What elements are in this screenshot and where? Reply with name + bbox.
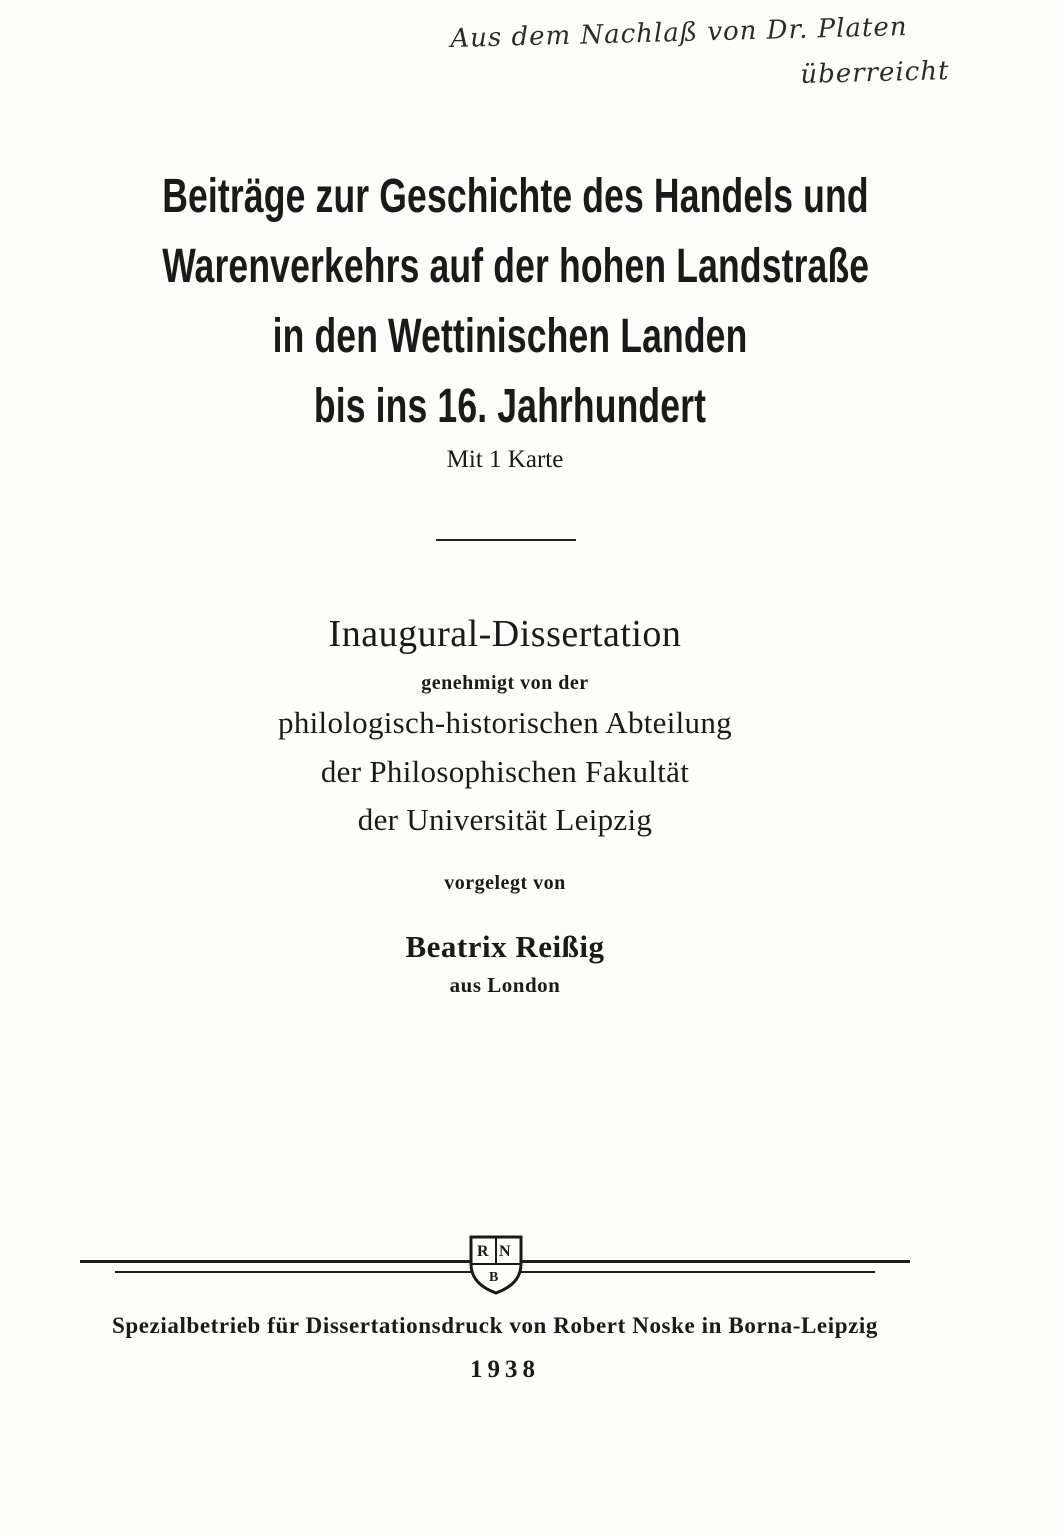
faculty-line-3: der Universität Leipzig (357, 802, 653, 837)
logo-letter-n: N (499, 1243, 511, 1260)
printer-info: Spezialbetrieb für Dissertationsdruck von Robert Noske in Borna-Leipzig (111, 1313, 879, 1338)
title-line-2: Warenverkehrs auf der hohen Landstraße (162, 240, 870, 293)
title-line-4: bis ins 16. Jahrhundert (313, 380, 707, 433)
title-line-3: in den Wettinischen Landen (272, 310, 748, 363)
author-origin: aus London (449, 973, 561, 997)
publication-year: 1938 (470, 1356, 540, 1383)
divider (436, 539, 576, 541)
presented-by: vorgelegt von (444, 872, 566, 894)
dissertation-type: Inaugural-Dissertation (328, 613, 682, 655)
book-title (162, 162, 870, 442)
subtitle: Mit 1 Karte (446, 446, 564, 473)
title-line-1: Beiträge zur Geschichte des Handels und (162, 170, 869, 223)
logo-letter-r: R (477, 1243, 489, 1260)
faculty-line-1: philologisch-historischen Abteilung (278, 705, 732, 740)
printer-logo-icon (468, 1234, 524, 1296)
author-name: Beatrix Reißig (405, 929, 605, 964)
approved-by: genehmigt von der (421, 672, 589, 694)
logo-letter-b: B (489, 1270, 499, 1285)
faculty-line-2: der Philosophischen Fakultät (320, 754, 690, 789)
handwritten-note-line-1: Aus dem Nachlaß von Dr. Platen (450, 12, 908, 54)
handwritten-note-line-2: überreicht (800, 56, 950, 90)
